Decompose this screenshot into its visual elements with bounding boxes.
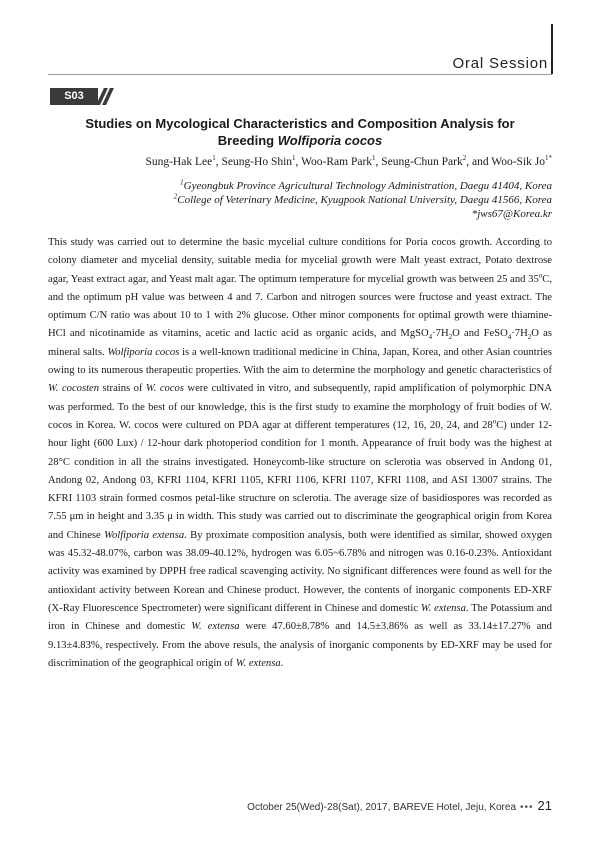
author-sep: , and xyxy=(466,156,492,168)
author: Seung-Ho Shin xyxy=(221,156,293,168)
affiliation-sup: 2 xyxy=(173,192,178,201)
author: Woo-Sik Jo xyxy=(491,156,545,168)
session-label: Oral Session xyxy=(452,55,548,72)
session-code-badge: S03 xyxy=(50,88,98,105)
author-sep: , xyxy=(295,156,302,168)
author-sep: , xyxy=(215,156,222,168)
author-sup: 1 xyxy=(372,154,376,163)
title-species: Wolfiporia cocos xyxy=(277,133,383,148)
header-rule xyxy=(48,74,552,75)
author: Seung-Chun Park xyxy=(381,156,463,168)
corresponding-email: *jws67@Korea.kr xyxy=(471,208,552,220)
title-line-2 xyxy=(48,132,552,149)
author-sup: 1 xyxy=(212,154,216,163)
affiliation-sup: 1 xyxy=(180,178,184,187)
author-sep: , xyxy=(375,156,382,168)
abstract-body: This study was carried out to determine the basic mycelial culture conditions for Poria cocos growth. According to colony diameter and mycelial density, suitable media for mycelial growth were Malt yeast extract, Potato dextrose agar, Yeast extract agar, and Yeast malt agar. The optimum temperature for mycelial growth was between 25 and 35$^o$C, and the optimum pH value was between 4 and 7. Carbon and nitrogen sources were fructose and yeast extract. The optimum C/N ratio was about 10 to 1 with 2% glucose. Other minor components for optimal growth were thiamine-HCl and nicotinamide as vitamins, acetic and lactic acid as organic acids, and $MgSO_4\cdot 7H_2O$ and $FeSO_4\cdot 7H_2O$ as mineral salts. Wolfiporia cocos is a well-known traditional medicine in China, Japan, Korea, and other Asian countries owing to its numerous therapeutic properties. With the aim to determine the morphology and genetic characteristics of W. cocosten strains of W. cocos were cultivated in vitro, and subsequently, rapid amplification of polymorphic DNA was performed. To the best of our knowledge, this is the first study to examine the morphology of fruit bodies of W. cocos in Korea. W. cocos were cultured on PDA agar at different temperatures (12, 16, 20, 24, and 28$^o$C) under 12-hour light (600 Lux) / 12-hour dark photoperiod condition for 1 month. Appearance of fruit body was the highest at 28°C condition in all the strains investigated. Honeycomb-like structure on sclerotia was observed in Andong 01, Andong 02, Andong 03, KFRI 1104, KFRI 1105, KFRI 1106, KFRI 1107, KFRI 1108, and ASI 13007 strains. The KFRI 1103 strain formed cosmos petal-like structure on sclerotia. The average size of basidiospores was recorded as 7.55 μm in height and 3.35 μ in width. This study was carried out to discriminate the geographical origin from Korea and Chinese Wolfiporia extensa. By proximate composition analysis, both were identified as similar, showed oxygen was 45.32-48.07%, carbon was 38.09-40.12%, hydrogen was 6.05~6.78% and nitrogen was 0.16-0.23%. Antioxidant activity was examined by DPPH free radical scavenging activity. No significant differences were found as well for the antioxidant activity between Korean and Chinese product. However, the contents of inorganic components ED-XRF (X-Ray Fluorescence Spectrometer) were significant different in Chinese and domestic W. extensa. The Potassium and iron in Chinese and domestic W. extensa were 47.60±8.78% and 14.5±3.86% as well as 33.14±17.27% and 9.13±4.83%, respectively. From the above resuls, the analysis of inorganic components by ED-XRF may be used for discrimination of the geographical origin of W. extensa. xyxy=(48,237,552,669)
affiliation-2 xyxy=(48,194,552,206)
footer-dots: ••• xyxy=(520,802,534,813)
author-sup: 1 xyxy=(292,154,296,163)
author-sup: 1* xyxy=(545,154,552,163)
title-prefix: Breeding xyxy=(217,133,278,148)
header-vertical-rule xyxy=(551,24,553,74)
author-list xyxy=(48,156,552,168)
footer-text: October 25(Wed)-28(Sat), 2017, BAREVE Hotel, Jeju, Korea xyxy=(247,802,517,813)
affiliation-text: Gyeongbuk Province Agricultural Technology Administration, Daegu 41404, Korea xyxy=(183,180,552,192)
author: Woo-Ram Park xyxy=(301,156,373,168)
author: Sung-Hak Lee xyxy=(145,156,213,168)
affiliation-text: College of Veterinary Medicine, Kyugpook National University, Daegu 41566, Korea xyxy=(177,194,552,206)
page-footer xyxy=(247,798,552,813)
affiliation-1 xyxy=(48,180,552,192)
title-line-1: Studies on Mycological Characteristics and Composition Analysis for xyxy=(85,116,515,131)
paper-title xyxy=(48,115,552,149)
author-sup: 2 xyxy=(462,154,467,163)
page-number: 21 xyxy=(537,798,552,813)
